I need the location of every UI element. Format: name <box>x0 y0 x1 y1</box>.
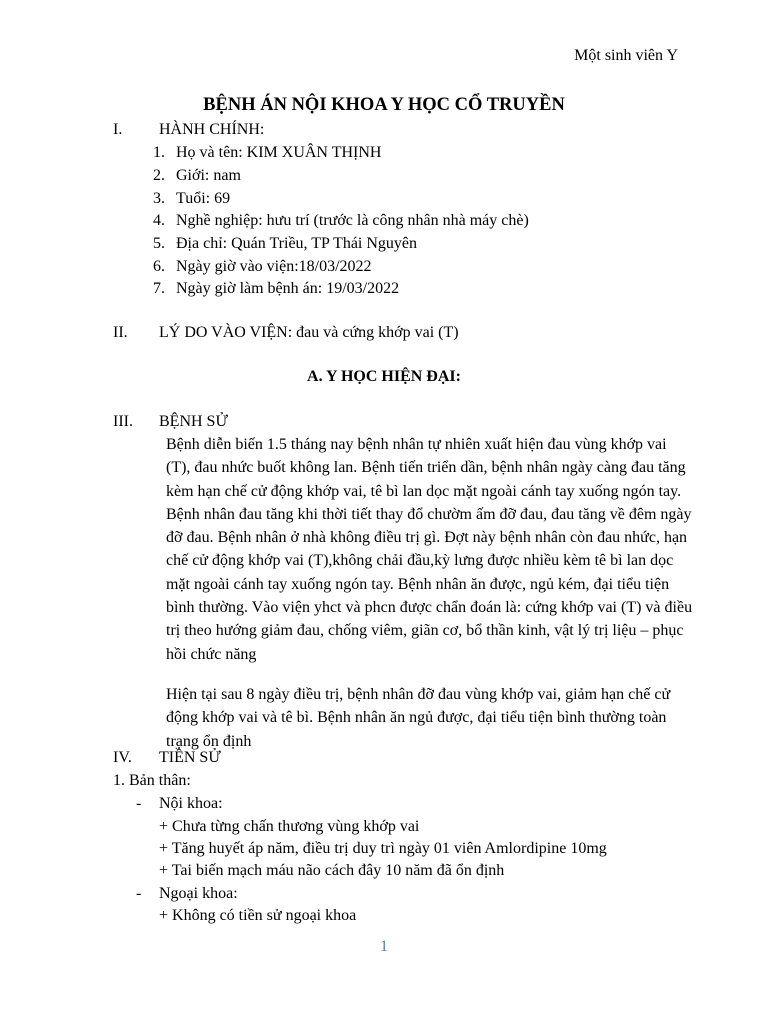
admin-item-occupation: Nghề nghiệp: hưu trí (trước là công nhân nhà máy chè) <box>176 212 529 229</box>
admin-item-num: 1. <box>153 144 165 161</box>
section-2-heading: LÝ DO VÀO VIỆN: đau và cứng khớp vai (T) <box>159 324 459 341</box>
page-number: 1 <box>380 938 388 955</box>
history-paragraph-1: Bệnh diễn biến 1.5 tháng nay bệnh nhân tự nhiên xuất hiện đau vùng khớp vai (T), đau nhức buốt không lan. Bệnh tiến triển dần, bệnh nhân ngày càng đau tăng kèm hạn chế cử động khớp vai, tê bì lan dọc mặt ngoài cánh tay xuống ngón tay. Bệnh nhân đau tăng khi thời tiết thay đổ chườm ấm đỡ đau, đau tăng về đêm ngày đỡ đau. Bệnh nhân ở nhà không điều trị gì. Đợt này bệnh nhân còn đau nhức, hạn chế cử động khớp vai (T),không chải đầu,kỳ lưng được nhiều kèm tê bì lan dọc mặt ngoài cánh tay xuống ngón tay. Bệnh nhân ăn được, ngủ kém, đại tiểu tiện bình thường. Vào viện yhct và phcn được chẩn đoán là: cứng khớp vai (T) và điều trị theo hướng giảm đau, chống viêm, giãn cơ, bổ thần kinh, vật lý trị liệu – phục hồi chức năng <box>166 436 693 663</box>
history-paragraph-2: Hiện tại sau 8 ngày điều trị, bệnh nhân đỡ đau vùng khớp vai, giảm hạn chế cử động khớp vai và tê bì. Bệnh nhân ăn ngủ được, đại tiểu tiện bình thường toàn trạng ổn định <box>166 686 671 750</box>
list-dash: - <box>136 885 142 902</box>
admin-item-age: Tuổi: 69 <box>176 190 231 207</box>
internal-medicine-item: + Tăng huyết áp năm, điều trị duy trì ngày 01 viên Amlordipine 10mg <box>159 840 607 857</box>
internal-medicine-item: + Chưa từng chấn thương vùng khớp vai <box>159 818 420 835</box>
admin-item-num: 5. <box>153 235 165 252</box>
section-4-heading: TIỀN SỬ <box>159 749 221 766</box>
admin-item-record-date: Ngày giờ làm bệnh án: 19/03/2022 <box>176 280 400 297</box>
surgery-item: + Không có tiền sử ngoại khoa <box>159 907 357 924</box>
admin-item-num: 3. <box>153 190 165 207</box>
document-title: BỆNH ÁN NỘI KHOA Y HỌC CỔ TRUYỀN <box>203 95 565 115</box>
admin-item-num: 4. <box>153 212 165 229</box>
section-4-roman: IV. <box>113 749 132 766</box>
admin-item-name: Họ và tên: KIM XUÂN THỊNH <box>176 144 382 161</box>
section-1-roman: I. <box>113 121 123 138</box>
admin-item-gender: Giới: nam <box>176 167 241 184</box>
subtitle-modern-medicine: A. Y HỌC HIỆN ĐẠI: <box>307 368 461 385</box>
admin-item-admission-date: Ngày giờ vào viện:18/03/2022 <box>176 258 372 275</box>
admin-item-num: 6. <box>153 258 165 275</box>
list-dash: - <box>136 795 142 812</box>
header-author: Một sinh viên Y <box>574 47 678 64</box>
subsection-self: 1. Bản thân: <box>113 772 191 789</box>
admin-item-address: Địa chỉ: Quán Triều, TP Thái Nguyên <box>176 235 418 252</box>
admin-item-num: 7. <box>153 280 165 297</box>
internal-medicine-item: + Tai biến mạch máu não cách đây 10 năm đã ổn định <box>159 862 505 879</box>
section-1-heading: HÀNH CHÍNH: <box>159 121 265 138</box>
admin-item-num: 2. <box>153 167 165 184</box>
internal-medicine-heading: Nội khoa: <box>159 795 223 812</box>
section-2-roman: II. <box>113 324 128 341</box>
surgery-heading: Ngoại khoa: <box>159 885 238 902</box>
section-3-heading: BỆNH SỬ <box>159 413 228 430</box>
section-3-roman: III. <box>113 413 133 430</box>
